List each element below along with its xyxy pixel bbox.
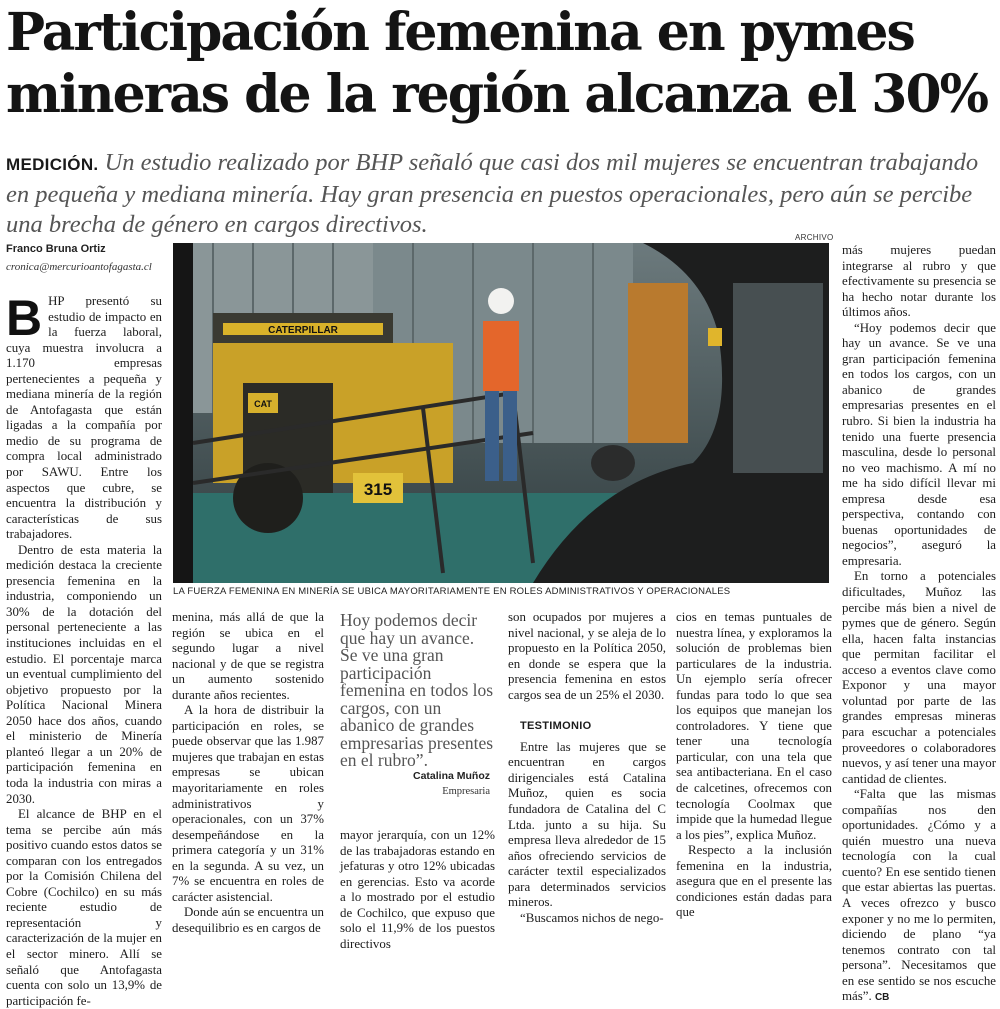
lead-kicker: MEDICIÓN. xyxy=(6,155,99,174)
column-3 xyxy=(340,828,495,951)
warning-sticker xyxy=(708,328,722,346)
column-5 xyxy=(676,610,832,919)
cab-window xyxy=(733,283,823,473)
mining-truck-photo xyxy=(173,243,829,583)
orange-panel xyxy=(628,283,688,443)
paragraph xyxy=(842,787,996,1006)
column-4 xyxy=(508,610,666,925)
photo-credit: ARCHIVO xyxy=(795,233,834,242)
paragraph xyxy=(6,290,162,543)
photo-illustration xyxy=(173,243,829,583)
paragraph: “Buscamos nichos de nego- xyxy=(520,910,664,925)
paragraph: “Hoy podemos decir que hay un avance. Se ve una gran participación femenina en todos los cargos, con un abanico de grandes empresarias presentes en el rubro. Si bien la industria ha tenido una fuerte presencia masculina, desde lo personal no veo machismo. A mí no me ha sido difícil llevar mi empresa desde esa perspectiva, contando con buenas oportunidades de negocios”, aseguró la empresaria. xyxy=(842,320,996,568)
paragraph: más mujeres puedan integrarse al rubro y que efectivamente su presencia se ha hecho notar durante los últimos años. xyxy=(842,243,996,320)
section-subhead: TESTIMONIO xyxy=(520,720,592,733)
paragraph: El alcance de BHP en el tema se percibe aún más positivo cuando estos datos se comparan con los entregados por la Comisión Chilena del Cobre (Cochilco) en su más reciente estudio de representación y caracterización de la mujer en el sector minero. Allí se señaló que Antofagasta cuenta con solo un 13,9% de participación fe- xyxy=(6,807,162,1008)
byline-email[interactable]: cronica@mercurioantofagasta.cl xyxy=(6,261,152,273)
paragraph: menina, más allá de que la región se ubica en el segundo lugar a nivel nacional y de que se registra un aumento sostenido durante años recientes. xyxy=(172,610,324,702)
lead-text: Un estudio realizado por BHP señaló que casi dos mil mujeres se encuentran trabajando en pequeña y mediana minería. Hay gran presencia en puestos operacionales, pero aún se percibe una brecha de género en cargos directivos. xyxy=(6,149,979,238)
paragraph: son ocupados por mujeres a nivel nacional, y se aleja de lo propuesto en la Política 2050, en donde se espera que la presencia femenina en estos cargos sea de un 25% el 2030. xyxy=(508,610,666,702)
paragraph: mayor jerarquía, con un 12% de las trabajadoras estando en jefaturas y otro 12% ubicadas en gerencias. Esto va acorde a lo mostrado por el estudio de Cochilco, que expuso que solo el 11,9% de los puestos directivos xyxy=(340,828,495,951)
paragraph: En torno a potenciales dificultades, Muñoz las percibe más bien a nivel de pymes que de género. Según ella, hacen falta instancias que permitan facilitar el acceso a eventos clave como Exponor y una mayor voluntad por parte de las grandes empresas mineras para escuchar a potenciales proveedores o colaboradores nuevos, y así tener una mayor cantidad de clientes. xyxy=(842,569,996,786)
photo-caption: LA FUERZA FEMENINA EN MINERÍA SE UBICA MAYORITARIAMENTE EN ROLES ADMINISTRATIVOS Y OPERACIONALES xyxy=(173,586,731,597)
column-1 xyxy=(6,290,162,1008)
paragraph: cios en temas puntuales de nuestra línea, y exploramos la solución de problemas bien particulares de la industria. Un ejemplo sería ofrecer fundas para todo lo que sea los equipos que manejan los controladores. Y tiene que tener una tecnología particular, con una tela que sea antibacteriana. En el caso de calcetines, ofrecemos con tecnología Coolmax que impide que la humedad llegue a los pies”, explica Muñoz. xyxy=(676,610,832,842)
pull-quote: Hoy podemos decir que hay un avance. Se ve una gran participación femenina en todos los cargos, con un abanico de grandes empresarias presentes en el rubro”. xyxy=(340,610,494,770)
column-6 xyxy=(842,243,996,1004)
drop-cap: B xyxy=(6,290,43,346)
truck-number: 315 xyxy=(363,480,393,499)
paragraph: Dentro de esta materia la medición destaca la creciente presencia femenina en la industria, componiendo un 30% de la dotación del personal perteneciente a las instituciones incluidas en el estudio. El porcentaje marca un eventual cumplimiento del objetivo propuesto por la Política Nacional Minera 2050 hace dos años, cuando el ministerio de Minería planteó llegar a un 20% de participación femenina en toda la industria con miras a 2030. xyxy=(6,542,162,806)
lead-paragraph xyxy=(6,148,991,240)
paragraph-text: “Falta que las mismas compañías nos den oportunidades. ¿Cómo y a quién muestro una nueva tecnología con la cual cuento? En ese sentido tienen que estar abiertas las puertas. A veces ofrezco y busco exponer y no me lo permiten, diciendo de plano “ya tenemos contrato con tal persona”. Necesitamos que en ese sentido se nos escuche más”. xyxy=(842,787,996,1004)
headline: Participación femenina en pymes mineras de la región alcanza el 30% xyxy=(6,2,988,125)
column-2 xyxy=(172,610,324,935)
end-mark: CB xyxy=(874,992,890,1004)
byline-author: Franco Bruna Ortiz xyxy=(6,243,106,255)
paragraph: Respecto a la inclusión femenina en la industria, asegura que en el presente las condiciones están dadas para que xyxy=(676,843,832,920)
paragraph-text: HP presentó su estudio de impacto en la fuerza laboral, cuya muestra involucra a 1.170 empresas pertenecientes a pequeña y mediana minería de la región de Antofagasta que están ligadas a la compañía por medio de su programa de compra local administrado por SAWU. Entre los aspectos que cubre, se encuentra la distribución y características de sus trabajadores. xyxy=(6,294,162,542)
gear-knob xyxy=(591,445,635,481)
paragraph: Entre las mujeres que se encuentran en cargos dirigenciales está Catalina Muñoz, quien es socia fundadora de Catalina del C Ltda. junto a su hija. Su empresa lleva alrededor de 15 años ofreciendo servicios de carácter textil especializados para determinados servicios mineros. xyxy=(508,739,666,910)
paragraph: A la hora de distribuir la participación en roles, se puede observar que las 1.987 mujeres que trabajan en estas empresas se ubican mayoritariamente en roles administrativos y operacionales, con un 37% desempeñándose en la primera categoría y un 31% en la segunda. A su vez, un 7% se encuentra en roles de carácter asistencial. xyxy=(172,703,324,904)
paragraph: Donde aún se encuentra un desequilibrio es en cargos de xyxy=(172,905,324,935)
pull-quote-role: Empresaria xyxy=(442,786,490,797)
pull-quote-name: Catalina Muñoz xyxy=(412,770,490,782)
truck-brand: CATERPILLAR xyxy=(268,325,338,336)
truck-grille-logo: CAT xyxy=(254,399,272,409)
